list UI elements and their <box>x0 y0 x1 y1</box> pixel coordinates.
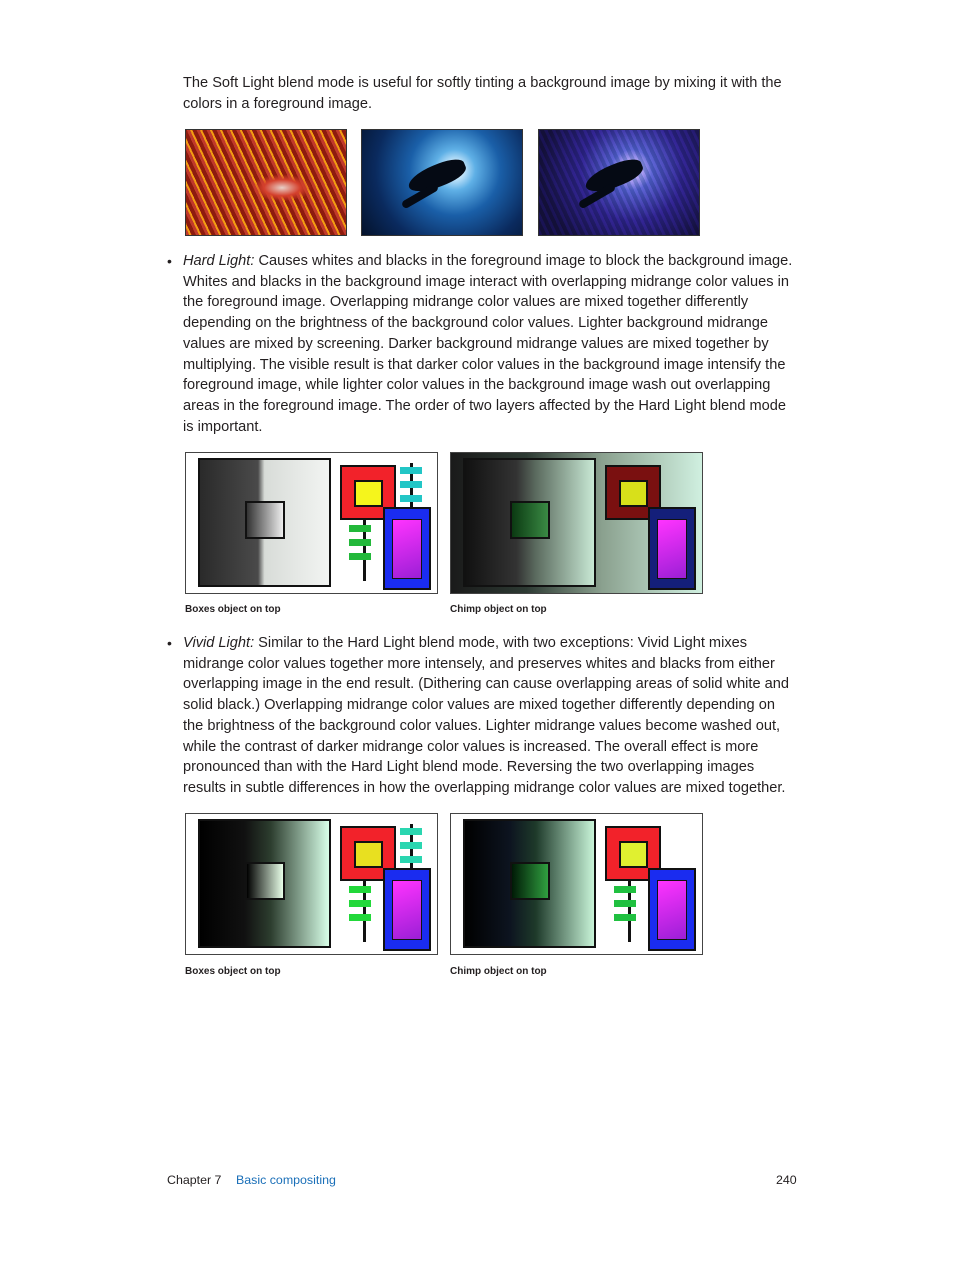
background-diver-image <box>361 129 523 236</box>
hard-light-chimp-on-top-figure <box>450 452 703 594</box>
vivid-light-boxes-on-top-figure <box>185 813 438 955</box>
vivid-light-body: Similar to the Hard Light blend mode, with two exceptions: Vivid Light mixes midrange color values together more intensely, and preserves whites and blacks from either overlapping image in the end result. (Dithering can cause overlapping areas of solid white and solid black.) Overlapping midrange color values are mixed together differently depending on the brightness of the background color values. Lighter midrange values become washed out, while the contrast of darker midrange color values is increased. The overall effect is more pronounced than with the Hard Light blend mode. Reversing the two overlapping images results in subtle differences in how the overlapping midrange color values are mixed together. <box>183 635 790 796</box>
caption-chimp-on-top: Chimp object on top <box>450 604 547 615</box>
footer-section-link[interactable]: Basic compositing <box>236 1173 336 1187</box>
soft-light-result-image <box>538 129 700 236</box>
footer-page-number: 240 <box>776 1173 797 1187</box>
hard-light-term: Hard Light: <box>183 253 255 269</box>
hard-light-paragraph <box>183 251 798 437</box>
vivid-light-paragraph <box>183 633 798 799</box>
caption-vivid-boxes-on-top: Boxes object on top <box>185 966 281 977</box>
vivid-light-chimp-on-top-figure <box>450 813 703 955</box>
foreground-coral-image <box>185 129 347 236</box>
hard-light-boxes-on-top-figure <box>185 452 438 594</box>
bullet-vivid-light: • <box>167 635 172 651</box>
footer-chapter: Chapter 7 <box>167 1173 222 1187</box>
vivid-light-term: Vivid Light: <box>183 635 255 651</box>
intro-paragraph: The Soft Light blend mode is useful for softly tinting a background image by mixing it with the colors in a foreground image. <box>183 75 782 112</box>
caption-boxes-on-top: Boxes object on top <box>185 604 281 615</box>
hard-light-body: Causes whites and blacks in the foreground image to block the background image. Whites and blacks in the background image interact with overlapping midrange color values in the foreground image. Overlapping midrange color values are mixed together differently depending on the brightness of the background color values. Lighter background midrange values are mixed by screening. Darker background midrange values are mixed together by multiplying. The visible result is that darker color values in the background image intensify the foreground image, while lighter color values in the background image wash out overlapping areas in the foreground image. The order of two layers affected by the Hard Light blend mode is important. <box>183 253 793 435</box>
bullet-hard-light: • <box>167 253 172 269</box>
caption-vivid-chimp-on-top: Chimp object on top <box>450 966 547 977</box>
